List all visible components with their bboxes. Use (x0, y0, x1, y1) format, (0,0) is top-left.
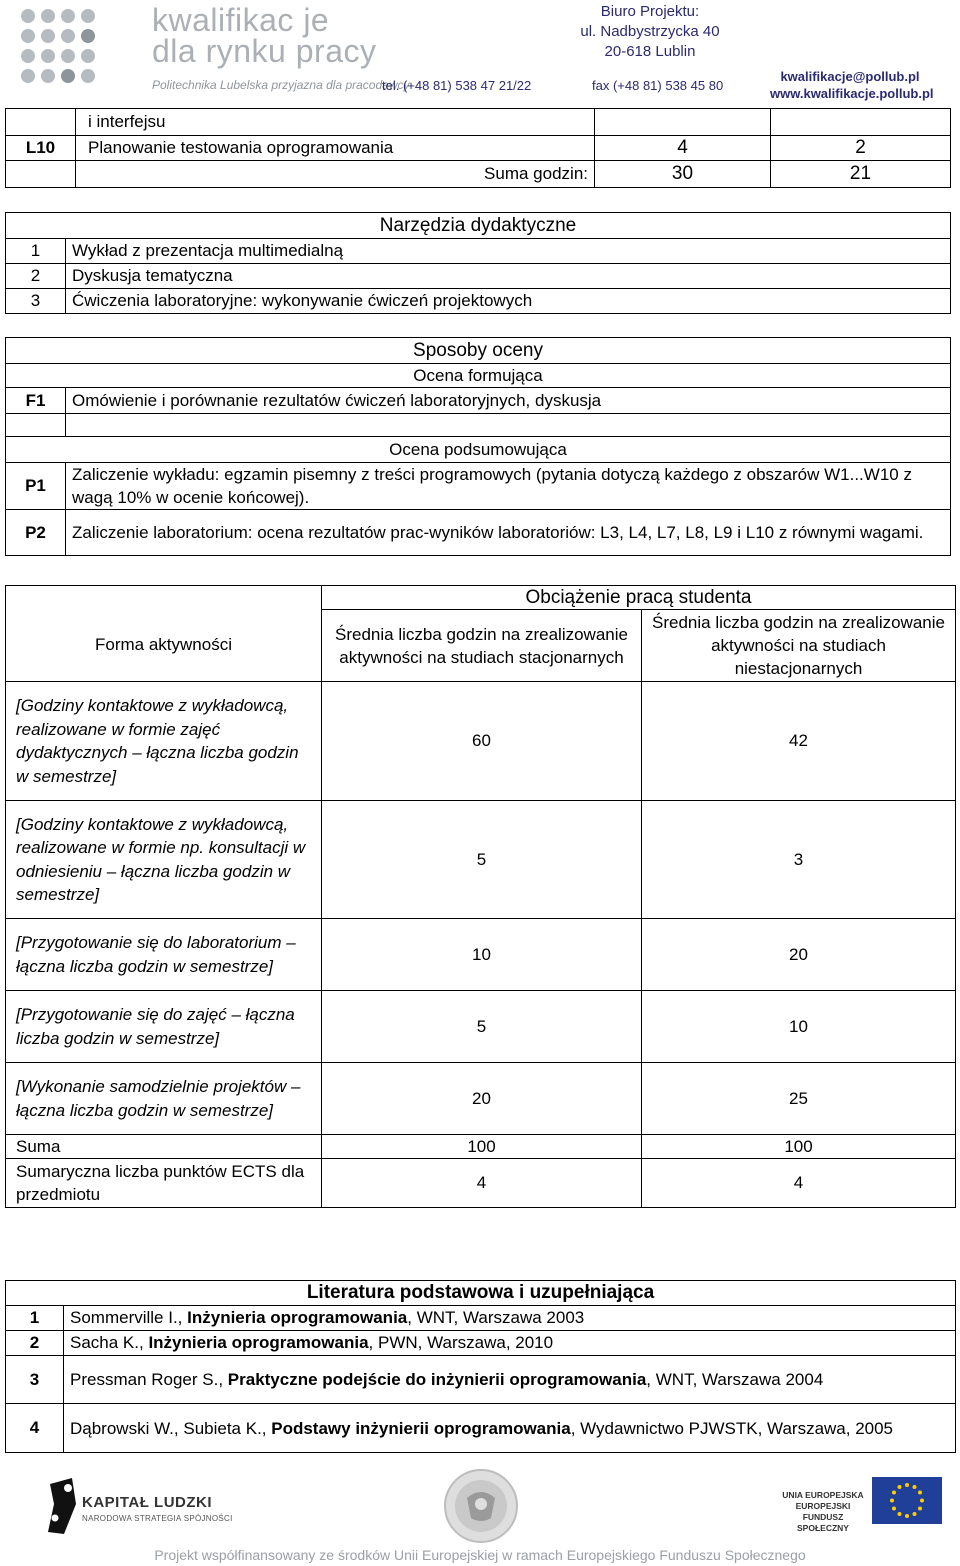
lit-title: Inżynieria oprogramowania (148, 1333, 369, 1352)
p1-id: P1 (6, 463, 66, 510)
lit-rest: , PWN, Warszawa, 2010 (368, 1333, 554, 1352)
tool-text: Dyskusja tematyczna (66, 264, 951, 289)
literature-title: Literatura podstawowa i uzupełniająca (6, 1281, 956, 1306)
tool-number: 1 (6, 239, 66, 264)
p2-text: Zaliczenie laboratorium: ocena rezultatów prac-wyników laboratoriów: L3, L4, L7, L8, L9 i L10 z równymi wagami. (66, 510, 951, 556)
eu-label (780, 1490, 866, 1534)
logo-title-line1: kwalifikac je (152, 2, 330, 38)
tools-title: Narzędzia dydaktyczne (6, 213, 951, 239)
p2-id: P2 (6, 510, 66, 556)
ects-label: Sumaryczna liczba punktów ECTS dla przedmiotu (6, 1159, 322, 1208)
eu-line2: EUROPEJSKI (795, 1501, 851, 1511)
lit-entry (64, 1331, 956, 1356)
lab-hours-stat: 4 (595, 136, 771, 161)
office-address (570, 2, 730, 62)
assessment-table (5, 337, 951, 556)
activity-label: [Godziny kontaktowe z wykładowcą, realizowane w formie np. konsultacji w odniesieniu – łączna liczba godzin w semestrze] (6, 801, 322, 919)
tool-text: Ćwiczenia laboratoryjne: wykonywanie ćwiczeń projektowych (66, 289, 951, 314)
activity-label: [Przygotowanie się do zajęć – łączna liczba godzin w semestrze] (6, 991, 322, 1063)
f1-text: Omówienie i porównanie rezultatów ćwiczeń laboratoryjnych, dyskusja (66, 388, 951, 414)
lit-number: 2 (6, 1331, 64, 1356)
p1-text: Zaliczenie wykładu: egzamin pisemny z treści programowych (pytania dotyczą każdego z obszarów W1...W10 z wagą 10% w ocenie końcowej). (66, 463, 951, 510)
lit-author: Pressman Roger S., (70, 1370, 228, 1389)
lab-id: L10 (6, 136, 76, 161)
lit-author: Sacha K., (70, 1333, 149, 1352)
lab-hours-cell (771, 109, 951, 136)
ects-nstat: 4 (642, 1159, 956, 1208)
nstat-header: Średnia liczba godzin na zrealizowanie aktywności na studiach niestacjonarnych (642, 610, 956, 682)
kapital-ludzki-logo-icon (42, 1474, 80, 1538)
email-link[interactable]: kwalifikacje@pollub.pl (780, 69, 920, 84)
stat-header: Średnia liczba godzin na zrealizowanie aktywności na studiach stacjonarnych (322, 610, 642, 682)
lit-number: 4 (6, 1404, 64, 1453)
phone-number: tel. (+48 81) 538 47 21/22 (382, 78, 532, 93)
summative-heading: Ocena podsumowująca (6, 437, 951, 463)
blank-cell (66, 414, 951, 437)
office-line1: Biuro Projektu: (600, 3, 700, 20)
workload-title: Obciążenie pracą studenta (322, 586, 956, 610)
lit-title: Podstawy inżynierii oprogramowania (271, 1418, 571, 1438)
lab-hours-nstat: 2 (771, 136, 951, 161)
kapital-ludzki-title: KAPITAŁ LUDZKI (82, 1494, 213, 1511)
lit-number: 3 (6, 1356, 64, 1404)
lit-author: Dąbrowski W., Subieta K., (70, 1418, 272, 1438)
assessment-title: Sposoby oceny (6, 338, 951, 364)
logo-title-line2: dla rynku pracy (152, 33, 377, 69)
kwalifikacje-logo-icon (18, 6, 118, 98)
tools-table (5, 212, 951, 314)
lit-title: Praktyczne podejście do inżynierii oprogramowania (227, 1370, 647, 1389)
activity-hours-stat: 5 (322, 801, 642, 919)
office-line2: ul. Nadbystrzycka 40 (580, 23, 720, 40)
website-link[interactable]: www.kwalifikacje.pollub.pl (770, 86, 934, 101)
activity-hours-nstat: 10 (642, 991, 956, 1063)
form-header: Forma aktywności (6, 610, 322, 682)
lit-entry (64, 1356, 956, 1404)
sum-label: Suma godzin: (76, 161, 595, 188)
lab-hours-cell (595, 109, 771, 136)
sum-label: Suma (6, 1135, 322, 1159)
kapital-ludzki-subtitle: NARODOWA STRATEGIA SPÓJNOŚCI (82, 1514, 233, 1523)
activity-hours-nstat: 25 (642, 1063, 956, 1135)
eu-flag-icon (872, 1477, 942, 1524)
eu-line3: FUNDUSZ SPOŁECZNY (797, 1512, 849, 1533)
activity-label: [Godziny kontaktowe z wykładowcą, realizowane w formie zajęć dydaktycznych – łączna liczba godzin w semestrze] (6, 682, 322, 801)
funding-note: Projekt współfinansowany ze środków Unii Europejskiej w ramach Europejskiego Funduszu Społecznego (154, 1547, 806, 1563)
blank-cell (6, 586, 322, 610)
lit-rest: , Wydawnictwo PJWSTK, Warszawa, 2005 (570, 1418, 894, 1438)
lab-id-cell (6, 109, 76, 136)
fax-number: fax (+48 81) 538 45 80 (592, 78, 724, 93)
activity-label: [Wykonanie samodzielnie projektów – łączna liczba godzin w semestrze] (6, 1063, 322, 1135)
blank-cell (6, 161, 76, 188)
literature-table (5, 1280, 956, 1453)
sum-nstat: 100 (642, 1135, 956, 1159)
sum-hours-stat: 30 (595, 161, 771, 188)
activity-hours-stat: 10 (322, 919, 642, 991)
activity-hours-nstat: 3 (642, 801, 956, 919)
lit-rest: , WNT, Warszawa 2003 (407, 1308, 585, 1327)
workload-table (5, 585, 956, 1208)
lab-name: Planowanie testowania oprogramowania (76, 136, 595, 161)
lit-entry (64, 1404, 956, 1453)
activity-label: [Przygotowanie się do laboratorium – łączna liczba godzin w semestrze] (6, 919, 322, 991)
lit-entry (64, 1306, 956, 1331)
f1-id: F1 (6, 388, 66, 414)
tool-number: 3 (6, 289, 66, 314)
lit-rest: , WNT, Warszawa 2004 (646, 1370, 824, 1389)
labs-table (5, 108, 951, 188)
activity-hours-stat: 60 (322, 682, 642, 801)
lit-title: Inżynieria oprogramowania (187, 1308, 408, 1327)
formative-heading: Ocena formująca (6, 364, 951, 388)
office-line3: 20-618 Lublin (604, 43, 696, 60)
ects-stat: 4 (322, 1159, 642, 1208)
tool-number: 2 (6, 264, 66, 289)
lab-name-cont: i interfejsu (76, 109, 595, 136)
contact-links (770, 68, 934, 102)
activity-hours-stat: 5 (322, 991, 642, 1063)
sum-hours-nstat: 21 (771, 161, 951, 188)
politechnika-seal-icon (443, 1468, 519, 1544)
eu-line1: UNIA EUROPEJSKA (782, 1490, 864, 1500)
lit-number: 1 (6, 1306, 64, 1331)
blank-cell (6, 414, 66, 437)
tool-text: Wykład z prezentacja multimedialną (66, 239, 951, 264)
activity-hours-nstat: 20 (642, 919, 956, 991)
logo-subtitle: Politechnika Lubelska przyjazna dla pracodawcy (152, 78, 410, 92)
sum-stat: 100 (322, 1135, 642, 1159)
activity-hours-stat: 20 (322, 1063, 642, 1135)
activity-hours-nstat: 42 (642, 682, 956, 801)
lit-author: Sommerville I., (70, 1308, 188, 1327)
